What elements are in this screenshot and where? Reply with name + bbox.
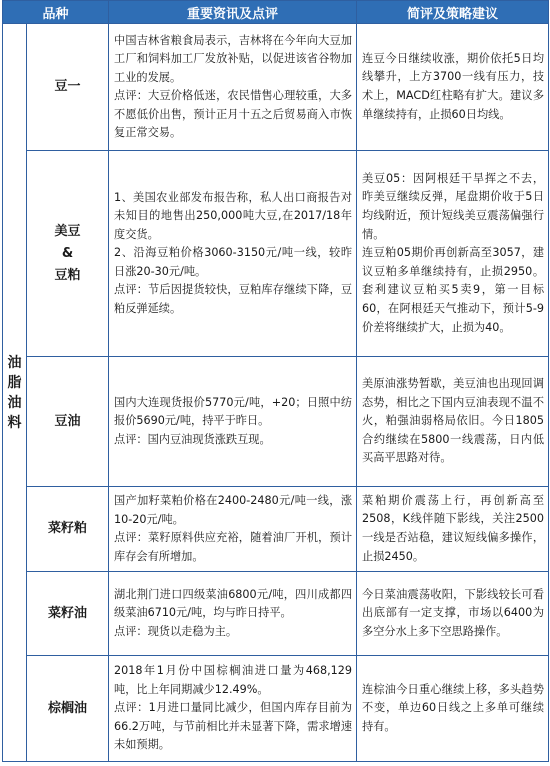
info-paragraph: 国内大连现货报价5770元/吨，+20；日照中纺报价5690元/吨，持平于昨日。 <box>114 395 353 428</box>
table-row <box>3 151 549 357</box>
product-name: 菜籽油 <box>48 605 88 621</box>
info-comment: 点评：节后因提货较快，豆粕库存继续下降，豆粕反弹延续。 <box>114 283 353 315</box>
product-cell <box>27 487 109 572</box>
info-paragraph: 1、美国农业部发布报告称，私人出口商报告对未知目的地售出250,000吨大豆,在2017/18年度交货。 <box>114 190 353 241</box>
strategy-table <box>2 0 549 762</box>
info-comment: 点评：大豆价格低迷，农民惜售心理较重，大多不愿低价出售，预计正月十五之后贸易商入市恢复正常交易。 <box>114 89 353 139</box>
advice-paragraph: 连棕油今日重心继续上移，多头趋势不变，单边60日线之上多单可继续持有。 <box>362 682 545 733</box>
info-paragraph: 2、沿海豆粕价格3060-3150元/吨一线，较昨日涨20-30元/吨。 <box>114 246 353 278</box>
product-cell <box>27 151 109 357</box>
advice-cell <box>357 357 549 487</box>
advice-paragraph: 美豆05：因阿根廷干旱挥之不去，昨美豆继续反弹，尾盘期价收于5日均线附近，预计短线美豆震荡偏强行情。 <box>362 171 545 241</box>
info-cell <box>109 151 357 357</box>
info-comment: 点评：菜籽原料供应充裕，随着油厂开机，预计库存会有所增加。 <box>114 531 353 563</box>
table-row <box>3 24 549 151</box>
product-name: 菜籽粕 <box>48 521 88 536</box>
header-category: 品种 <box>3 1 109 24</box>
table-row <box>3 656 549 762</box>
advice-cell <box>357 24 549 151</box>
info-cell <box>109 357 357 487</box>
info-comment: 点评：国内豆油现货涨跌互现。 <box>114 432 271 446</box>
advice-paragraph: 今日菜油震荡收阳，下影线较长可看出底部有一定支撑，市场以6400为多空分水上多下空思路操作。 <box>362 587 545 638</box>
product-cell <box>27 656 109 762</box>
product-name: 豆粕 <box>54 267 81 283</box>
product-name: 豆油 <box>54 413 81 429</box>
info-cell <box>109 656 357 762</box>
info-paragraph: 国产加籽菜粕价格在2400-2480元/吨一线，涨10-20元/吨。 <box>114 494 353 526</box>
product-name: 美豆 <box>54 223 81 239</box>
info-paragraph: 2018年1月份中国棕榈油进口量为468,129吨，比上年同期减少12.49%。 <box>114 664 353 696</box>
info-cell <box>109 487 357 572</box>
info-paragraph: 湖北荆门进口四级菜油6800元/吨，四川成都四级菜油6710元/吨，均与昨日持平。 <box>114 587 353 620</box>
header-info: 重要资讯及点评 <box>109 1 357 24</box>
product-cell <box>27 24 109 151</box>
info-paragraph: 中国吉林省粮食局表示，吉林将在今年向大豆加工厂和饲料加工厂发放补贴，以促进该省谷物加工业的发展。 <box>114 33 353 84</box>
advice-paragraph: 菜粕期价震荡上行，再创新高至2508，K线伴随下影线，关注2500一线是否站稳，建议短线偏多操作，止损2450。 <box>362 493 545 563</box>
product-name: 棕榈油 <box>48 700 88 716</box>
info-comment: 点评：1月进口量同比减少，但国内库存目前为66.2万吨，与节前相比并未显著下降，需求增速未如预期。 <box>114 701 353 752</box>
sector-label <box>3 24 27 762</box>
table-row <box>3 572 549 656</box>
advice-paragraph: 连豆今日继续收涨，期价依托5日均线攀升，上方3700一线有压力，技术上，MACD红柱略有扩大。建议多单继续持有，止损60日均线。 <box>362 51 545 121</box>
table-row <box>3 357 549 487</box>
advice-cell <box>357 487 549 572</box>
advice-paragraph: 美原油涨势暂歇，美豆油也出现回调态势，相比之下国内豆油表现不温不火，粕强油弱格局依旧。今日1805合约继续在5800一线震荡，日内低买高平思路对待。 <box>362 377 545 465</box>
advice-cell <box>357 151 549 357</box>
info-cell <box>109 572 357 656</box>
product-cell <box>27 572 109 656</box>
advice-cell <box>357 572 549 656</box>
product-name: & <box>61 245 74 261</box>
product-cell <box>27 357 109 487</box>
info-cell <box>109 24 357 151</box>
sector-text: 油脂油料 <box>7 354 22 431</box>
header-advice: 简评及策略建议 <box>357 1 549 24</box>
table-row <box>3 487 549 572</box>
table-header-row <box>3 1 549 24</box>
product-name: 豆一 <box>54 79 81 94</box>
advice-paragraph: 连豆粕05期价再创新高至3057，建议豆粕多单继续持有，止损2950。套利建议豆粕买5卖9，第一目标60，在阿根廷天气推动下，预计5-9价差将继续扩大，止损为40。 <box>362 246 545 334</box>
advice-cell <box>357 656 549 762</box>
info-comment: 点评：现货以走稳为主。 <box>114 624 238 638</box>
